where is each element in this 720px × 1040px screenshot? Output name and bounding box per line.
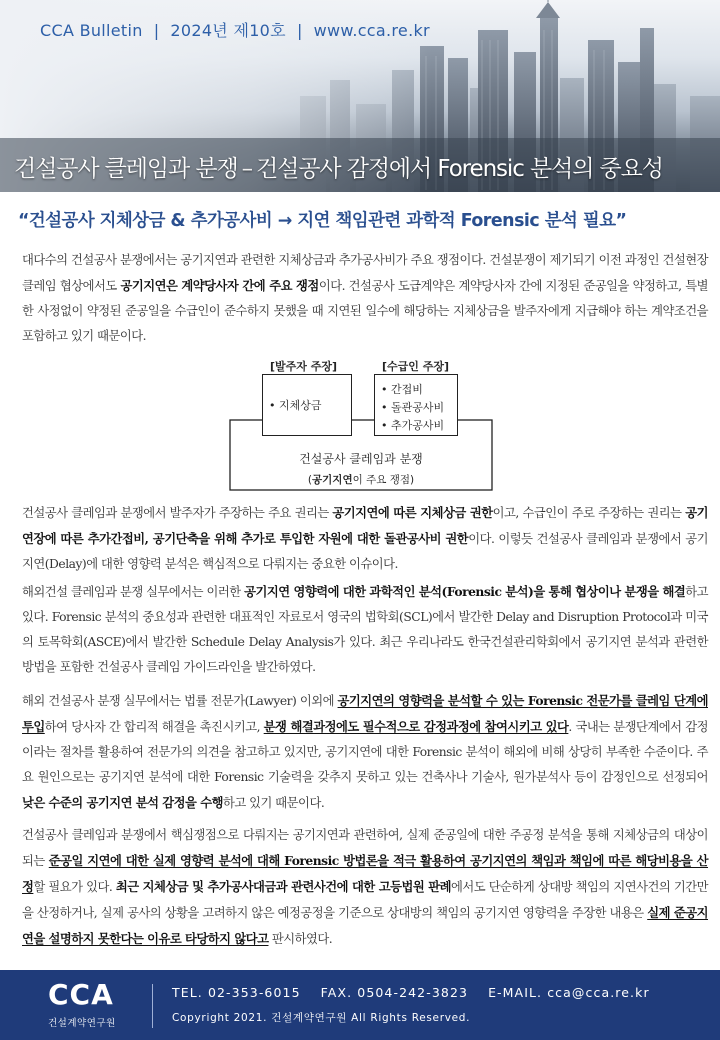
footer-divider [152, 984, 153, 1028]
page-title [14, 150, 714, 183]
phone-number: TEL. 02-353-6015 [172, 985, 301, 1000]
logo-subtitle: 건설계약연구원 [48, 1018, 116, 1029]
copyright-notice: Copyright 2021. 건설계약연구원 All Rights Reserved. [172, 1012, 471, 1024]
brand-name: CCA Bulletin [40, 21, 143, 40]
contact-info [172, 985, 670, 1000]
contractor-claim-item: • 추가공사비 [381, 419, 445, 432]
contractor-claim-box [374, 374, 458, 436]
owner-claim-item: • 지체상금 [269, 399, 322, 412]
title-sub: 건설공사 감정에서 Forensic 분석의 중요성 [256, 156, 663, 182]
contractor-claim-item: • 돌관공사비 [381, 401, 445, 414]
paragraph-forensic-experts: 해외 건설공사 분쟁 실무에서는 법률 전문가(Lawyer) 이외에 공기지연의 영향력을 분석할 수 있는 Forensic 전문가를 클레임 단계에 투입하여 당사자 간 합리적 해결을 촉진시키고, 분쟁 해결과정에도 필수적으로 감정과정에 참여시키고 있다. 국내는 분쟁단계에서 감정이라는 절차를 활용하여 전문가의 의견을 참고하고 있지만, 공기지연에 대한 Forensic 분석이 해외에 비해 상당히 부족한 수준이다. 주요 원인으로는 공기지연 분석에 대한 Forensic 기술력을 갖추지 못하고 있는 건축사나 기술사, 원가분석사 등이 감정인으로 선정되어 낮은 수준의 공기지연 분석 감정을 수행하고 있기 때문이다. [22, 693, 708, 810]
paragraph-intro: 대다수의 건설공사 분쟁에서는 공기지연과 관련한 지체상금과 추가공사비가 주요 쟁점이다. 건설분쟁이 제기되기 이전 과정인 건설현장 클레임 협상에서도 공기지연은 계약당사자 간에 주요 쟁점이다. 건설공사 도급계약은 계약당사자 간에 지정된 준공일을 약정하고, 특별한 사정없이 약정된 준공일을 수급인이 준수하지 못했을 때 지연된 일수에 해당하는 지체상금을 발주자에게 지급해야 하는 계약조건을 포함하고 있기 때문이다. [22, 253, 708, 343]
masthead: CCA Bulletin | 2024년 제10호 | www.cca.re.kr [40, 21, 430, 40]
contractor-claim-label: [수급인 주장] [382, 360, 450, 373]
title-main: 건설공사 클레임과 분쟁 [14, 156, 238, 182]
diagram-base-title: 건설공사 클레임과 분쟁 [299, 452, 423, 466]
claims-diagram [0, 358, 720, 498]
fax-number: FAX. 0504-242-3823 [320, 985, 469, 1000]
paragraph-conclusion: 건설공사 클레임과 분쟁에서 핵심쟁점으로 다뤄지는 공기지연과 관련하여, 실제 준공일에 대한 주공정 분석을 통해 지체상금의 대상이 되는 준공일 지연에 대한 실제 영향력 분석에 대해 Forensic 방법론을 적극 활용하여 공기지연의 책임과 책임에 따른 해당비용을 산정할 필요가 있다. 최근 지체상금 및 추가공사대금과 관련사건에 대한 고등법원 판례에서도 단순하게 상대방 책임의 지연사건의 기간만을 산정하거나, 실제 공사의 상황을 고려하지 않은 예정공정을 기준으로 상대방의 책임의 공기지연 영향력을 주장한 내용은 실제 준공지연을 설명하지 못한다는 이유로 타당하지 않다고 판시하였다. [22, 828, 709, 946]
issue-number: 2024년 제10호 [170, 21, 286, 40]
paragraph-overseas-practice: 해외건설 클레임과 분쟁 실무에서는 이러한 공기지연 영향력에 대한 과학적인 분석(Forensic 분석)을 통해 협상이나 분쟁을 해결하고 있다. Forensic 분석의 중요성과 관련한 대표적인 자료로서 영국의 법학회(SCL)에서 발간한 Delay and Disruption Protocol과 미국의 토목학회(ASCE)에서 발간한 Schedule Delay Analysis가 있다. 최근 우리나라도 한국건설관리학회에서 공기지연 분석과 관련한 방법을 포함한 건설공사 클레임 가이드라인을 발간하였다. [22, 584, 708, 674]
contractor-claim-item: • 간접비 [381, 383, 423, 396]
header-banner [0, 0, 720, 192]
email-address[interactable]: E-MAIL. cca@cca.re.kr [488, 985, 650, 1000]
owner-claim-box [262, 374, 352, 436]
footer [0, 970, 720, 1040]
paragraph-claims: 건설공사 클레임과 분쟁에서 발주자가 주장하는 주요 권리는 공기지연에 따른 지체상금 권한이고, 수급인이 주로 주장하는 권리는 공기연장에 따른 추가간접비, 공기단축을 위해 추가로 투입한 자원에 대한 돌관공사비 권한이다. 이렇듯 건설공사 클레임과 분쟁에서 공기지연(Delay)에 대한 영향력 분석은 핵심적으로 다뤄지는 중요한 이슈이다. [22, 505, 708, 571]
diagram-base-subtitle: (공기지연이 주요 쟁점) [307, 474, 415, 486]
owner-claim-label: [발주자 주장] [270, 360, 338, 373]
quote-headline: “건설공사 지체상금 & 추가공사비 → 지연 책임관련 과학적 Forensic 분석 필요” [18, 211, 627, 231]
title-separator: – [241, 156, 253, 182]
website-link[interactable]: www.cca.re.kr [313, 21, 430, 40]
cca-logo: CCA [48, 978, 114, 1011]
